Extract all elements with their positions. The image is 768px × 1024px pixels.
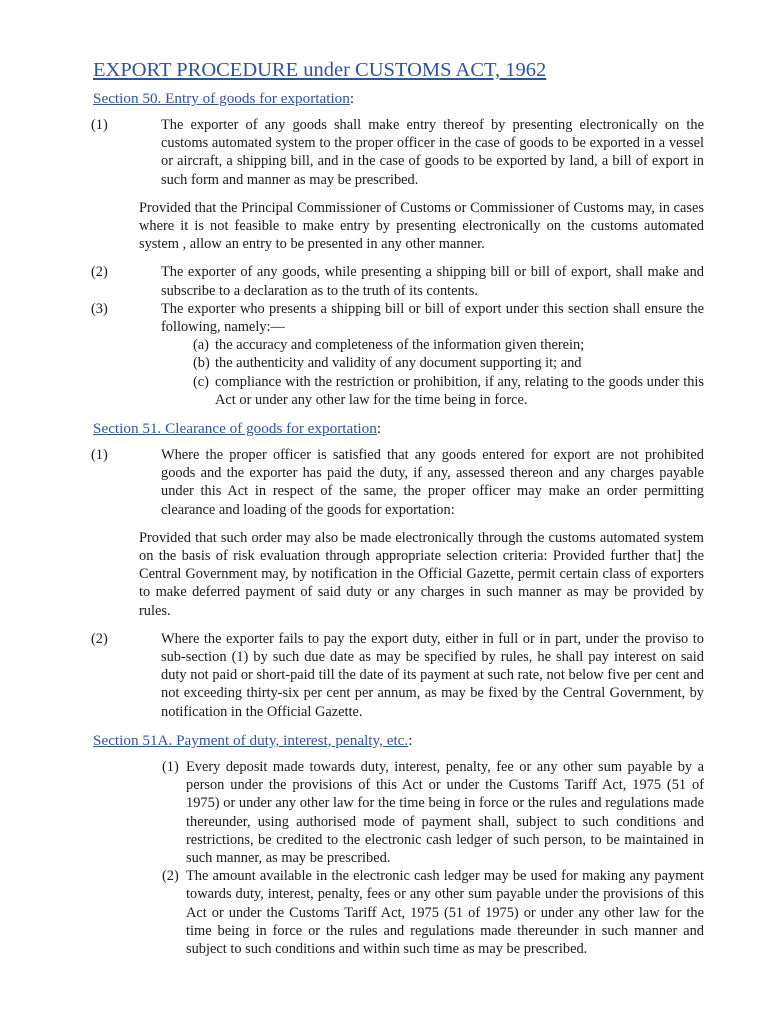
section-51-heading (93, 419, 704, 439)
section-51a-item-2 (162, 867, 704, 958)
section-51a-body (93, 758, 704, 958)
item-number: (1) (162, 758, 179, 775)
item-text: The amount available in the electronic cash ledger may be used for making any payment towards duty, interest, penalty, fees or any other sum payable under the provisions of this Act or under the Customs Tariff Act, 1975 (51 of 1975) or under any other law for the time being in force or the rules and regulations made thereunder in such manner and subject to such conditions and within such time as may be prescribed. (186, 868, 704, 957)
section-50-item-2 (91, 263, 704, 299)
section-50-item-1 (91, 116, 704, 189)
item-number: (3) (91, 300, 108, 317)
item-number: (2) (91, 264, 108, 281)
item-number: (2) (91, 630, 108, 647)
item-number: (1) (91, 117, 108, 133)
section-51-item-2 (91, 630, 704, 721)
subitem-letter: (b) (193, 355, 210, 372)
section-51-title[interactable]: Section 51. Clearance of goods for exportation (93, 420, 377, 438)
subitem-text: the authenticity and validity of any document supporting it; and (215, 355, 582, 372)
section-51a-title[interactable]: Section 51A. Payment of duty, interest, penalty, etc. (93, 731, 409, 749)
section-50-colon: : (349, 90, 355, 107)
item-number: (2) (162, 868, 179, 885)
section-50-heading (93, 89, 704, 109)
section-50-subitem-b (115, 354, 704, 372)
item-text: Where the exporter fails to pay the export duty, either in full or in part, under the proviso to sub-section (1) by such due date as may be specified by rules, he shall pay interest on said duty not paid or short-paid till the date of its payment at such rate, not below five per cent and not exceeding thirty-six per cent per annum, as may be fixed by the Central Government, by notification in the Official Gazette. (161, 630, 704, 720)
section-50-proviso: Provided that the Principal Commissioner of Customs or Commissioner of Customs may, in cases where it is not feasible to make entry by presenting electronically on the customs automated system , allow an entry to be presented in any other manner. (139, 199, 704, 253)
section-50-title[interactable]: Section 50. Entry of goods for exportation (93, 90, 350, 107)
section-50-item-3 (91, 300, 704, 336)
section-51-item-1 (91, 446, 704, 519)
subitem-text: the accuracy and completeness of the information given therein; (215, 337, 585, 354)
item-number: (1) (91, 447, 108, 464)
item-text: The exporter of any goods, while presenting a shipping bill or bill of export, shall make and subscribe to a declaration as to the truth of its contents. (161, 264, 704, 299)
section-51a-item-1 (162, 758, 704, 867)
document-title: EXPORT PROCEDURE under CUSTOMS ACT, 1962 (93, 59, 547, 81)
section-50-subitem-c (115, 373, 704, 409)
subitem-letter: (a) (193, 337, 209, 354)
section-50-body (93, 116, 704, 409)
subitem-letter: (c) (193, 373, 209, 390)
item-text: Every deposit made towards duty, interest, penalty, fee or any other sum payable by a person under the provisions of this Act or under the Customs Tariff Act, 1975 (51 of 1975) or under any other law for the time being in force or the rules and regulations made thereunder, using authorised mode of payment shall, subject to such conditions and restrictions, be credited to the electronic cash ledger of such person, to be maintained in such manner, as may be prescribed. (186, 758, 704, 866)
item-text: The exporter of any goods shall make entry thereof by presenting electronically on the customs automated system to the proper officer in the case of goods to be exported in a vessel or aircraft, a shipping bill, and in the case of goods to be exported by land, a bill of export in such form and manner as may be prescribed. (161, 117, 704, 188)
item-text: The exporter who presents a shipping bill or bill of export under this section shall ensure the following, namely:— (161, 300, 704, 336)
item-text: Where the proper officer is satisfied that any goods entered for export are not prohibited goods and the exporter has paid the duty, if any, assessed thereon and any charges payable under this Act in respect of the same, the proper officer may make an order permitting clearance and loading of the goods for exportation: (161, 447, 704, 518)
section-51a-heading (93, 731, 704, 751)
section-51a-colon: : (408, 731, 413, 749)
subitem-text: compliance with the restriction or prohibition, if any, relating to the goods under this Act or under any other law for the time being in force. (215, 373, 704, 408)
section-51-body (93, 446, 704, 721)
section-51-colon: : (376, 420, 382, 438)
section-50-subitem-a (115, 336, 704, 354)
section-51-proviso: Provided that such order may also be made electronically through the customs automated system on the basis of risk evaluation through appropriate selection criteria: Provided further that] the Central Government may, by notification in the Official Gazette, permit certain class of exporters to make deferred payment of said duty or any charges in such manner as may be provided by rules. (139, 529, 704, 619)
